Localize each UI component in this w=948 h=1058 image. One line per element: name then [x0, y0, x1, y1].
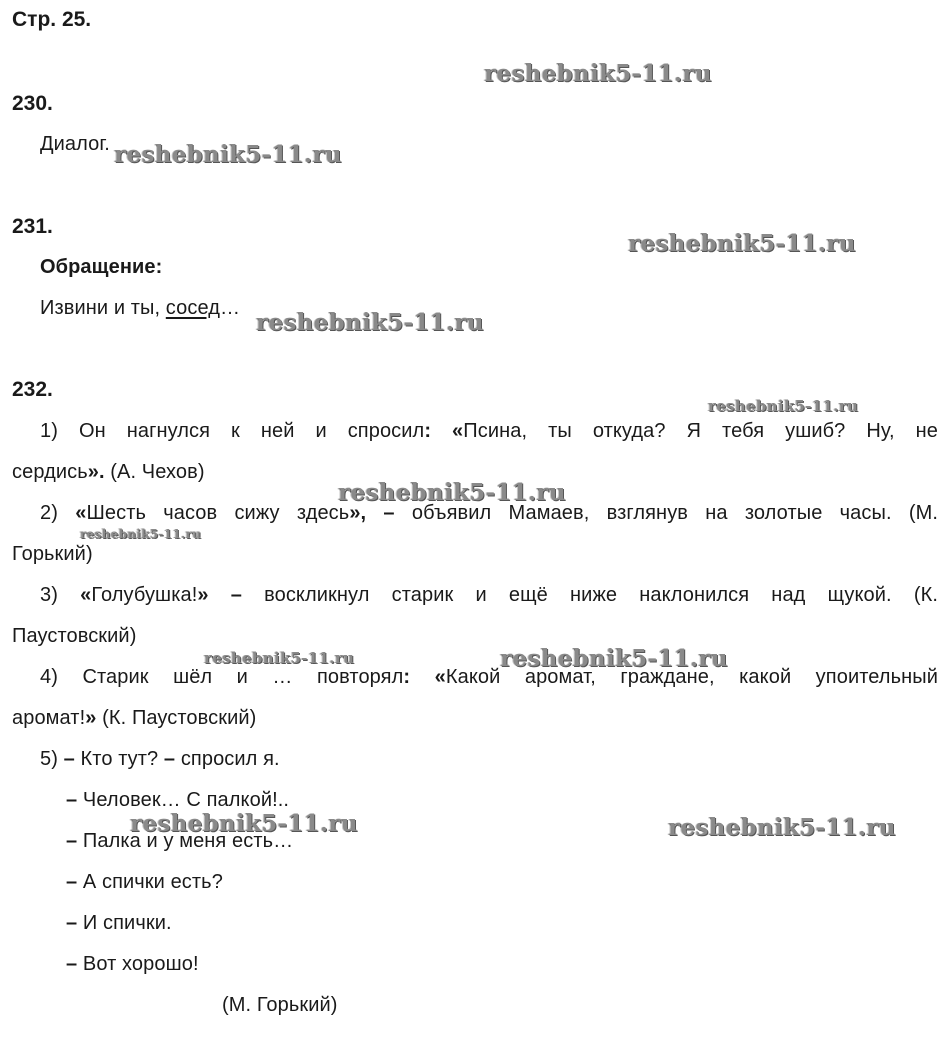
- watermark: reshebnik5-11.ru: [484, 60, 712, 87]
- item-4-author-words: Старик шёл и … повторял: [82, 666, 404, 688]
- dialogue-text: А спички есть?: [77, 871, 223, 893]
- dialogue-text: И спички.: [77, 912, 172, 934]
- item-3-line-1: [12, 584, 938, 607]
- dialogue-dash: –: [66, 789, 78, 811]
- item-5-author: (М. Горький): [222, 994, 338, 1016]
- watermark: reshebnik5-11.ru: [130, 810, 358, 837]
- item-3-line-2: Паустовский): [12, 625, 137, 647]
- item-1-quote-close: ».: [87, 461, 105, 483]
- item-3-punctuation: » –: [197, 584, 242, 606]
- exercise-230-text: Диалог.: [40, 133, 110, 155]
- dialogue-text: Вот хорошо!: [77, 953, 199, 975]
- item-1-speech: Псина, ты откуда? Я тебя ушиб? Ну, не: [463, 420, 938, 442]
- item-3-number: 3): [40, 584, 81, 606]
- exercise-230-number: 230.: [12, 92, 53, 115]
- watermark: reshebnik5-11.ru: [204, 649, 355, 667]
- item-5-number: 5): [40, 748, 64, 770]
- item-1-speech-end: сердись: [12, 461, 88, 483]
- item-2-author-words: объявил Мамаев, взглянув на золотые часы. (М.: [394, 502, 939, 524]
- watermark: reshebnik5-11.ru: [338, 479, 566, 506]
- dialogue-author-words: спросил я.: [175, 748, 280, 770]
- item-4-author: (К. Паустовский): [96, 707, 257, 729]
- item-4-line-2: [12, 707, 256, 730]
- exercise-232-number: 232.: [12, 378, 53, 401]
- answer-text-after: …: [220, 297, 241, 319]
- item-5-line-6: [66, 953, 199, 976]
- dialogue-dash: –: [163, 748, 176, 770]
- item-1-author: (А. Чехов): [104, 461, 205, 483]
- item-4-speech-end: аромат!: [12, 707, 86, 729]
- exercise-231-heading: Обращение:: [40, 256, 163, 278]
- watermark: reshebnik5-11.ru: [708, 397, 859, 415]
- item-3-author-words: воскликнул старик и ещё ниже наклонился над щукой. (К.: [241, 584, 938, 606]
- watermark: reshebnik5-11.ru: [628, 230, 856, 257]
- item-1-quote-open: «: [431, 420, 464, 442]
- item-2-line-2: Горький): [12, 543, 93, 565]
- item-3-speech: Голубушка!: [91, 584, 198, 606]
- dialogue-text: Человек… С палкой!..: [77, 789, 290, 811]
- watermark: reshebnik5-11.ru: [80, 527, 202, 541]
- item-3-quote-open: «: [80, 584, 92, 606]
- item-2-speech: Шесть часов сижу здесь: [86, 502, 350, 524]
- item-5-line-5: [66, 912, 172, 935]
- page-number: Стр. 25.: [12, 8, 92, 31]
- item-1-author-words: Он нагнулся к ней и спросил: [78, 420, 425, 442]
- address-word: сосед: [165, 297, 220, 319]
- item-5-line-4: [66, 871, 223, 894]
- exercise-231-number: 231.: [12, 215, 53, 238]
- exercise-231-answer: [40, 297, 240, 320]
- answer-text-before: Извини и ты,: [40, 297, 166, 319]
- dialogue-dash: –: [66, 912, 78, 934]
- item-1-line-1: [12, 420, 938, 443]
- item-4-quote-close: »: [85, 707, 97, 729]
- dialogue-dash: –: [66, 830, 78, 852]
- item-1-number: 1): [40, 420, 79, 442]
- dialogue-dash: –: [66, 953, 78, 975]
- item-2-number: 2): [40, 502, 76, 524]
- item-5-line-1: [40, 748, 280, 771]
- item-4-punctuation: : «: [403, 666, 446, 688]
- watermark: reshebnik5-11.ru: [500, 645, 728, 672]
- item-4-line-1: [12, 666, 938, 689]
- item-1-line-2: [12, 461, 205, 484]
- watermark: reshebnik5-11.ru: [256, 309, 484, 336]
- dialogue-dash: –: [63, 748, 75, 770]
- item-4-speech: Какой аромат, граждане, какой упоительный: [445, 666, 938, 688]
- item-1-colon: :: [424, 420, 432, 442]
- item-5-line-2: [66, 789, 289, 812]
- watermark: reshebnik5-11.ru: [114, 141, 342, 168]
- dialogue-text: Кто тут?: [74, 748, 164, 770]
- watermark: reshebnik5-11.ru: [668, 814, 896, 841]
- item-2-punctuation: », –: [349, 502, 395, 524]
- dialogue-dash: –: [66, 871, 78, 893]
- item-4-number: 4): [40, 666, 83, 688]
- dialogue-text: Палка и у меня есть…: [77, 830, 294, 852]
- item-2-quote-open: «: [75, 502, 87, 524]
